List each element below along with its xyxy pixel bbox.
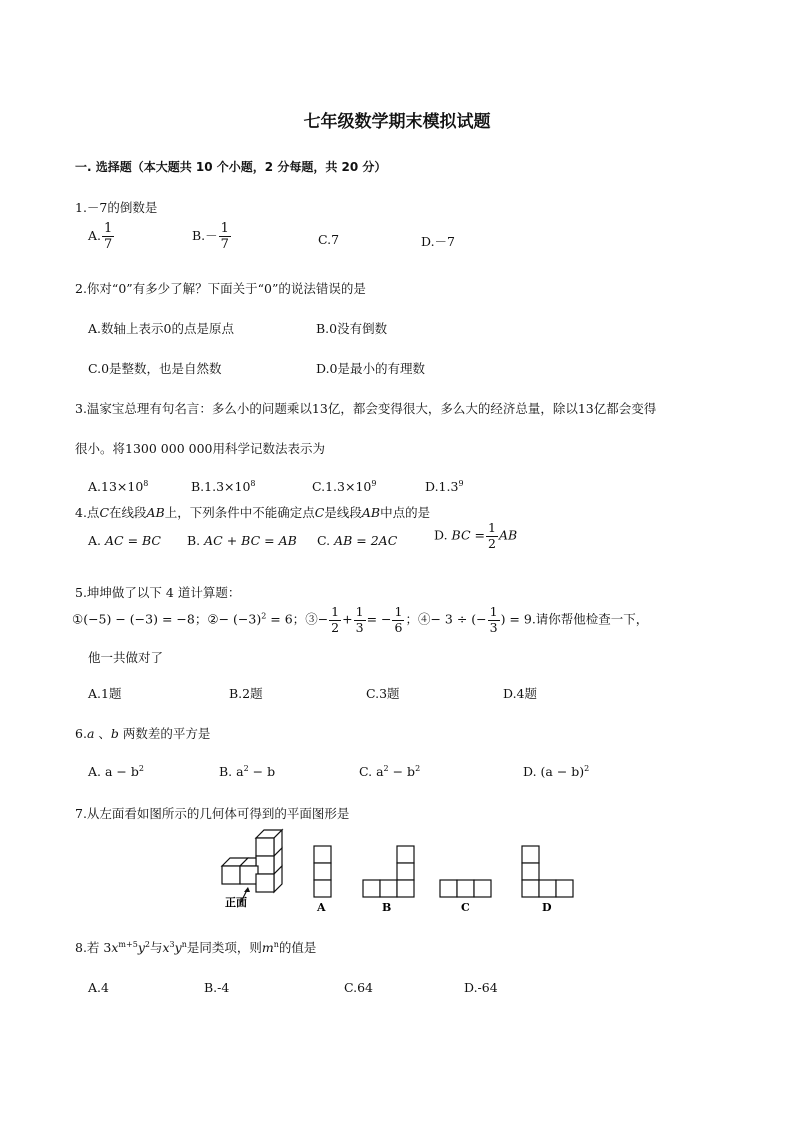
question-3-line-2: 很小。将1300 000 000用科学记数法表示为 — [75, 441, 325, 456]
q6-option-d: D. $(a - b)^2$ — [523, 764, 590, 780]
q2-option-a: A.数轴上表示0的点是原点 — [88, 321, 234, 336]
q6-option-a: A. $a - b^2$ — [88, 764, 144, 780]
section-heading: 一. 选择题（本大题共 10 个小题，2 分每题，共 20 分） — [75, 160, 387, 174]
option-d-label: D — [542, 901, 552, 914]
q1-option-b: B.－ $\frac{1}{7}$ — [192, 221, 229, 252]
page-title: 七年级数学期末模拟试题 — [303, 112, 491, 132]
option-b-label: B — [382, 901, 392, 914]
option-c-label: C — [461, 901, 470, 914]
q8-option-b: B.-4 — [204, 980, 230, 995]
q4-option-b: B. AC + BC = AB — [187, 533, 297, 548]
q8-option-d: D.-64 — [464, 980, 498, 995]
option-a-figure — [314, 846, 331, 914]
q5-option-d: D.4题 — [503, 686, 538, 701]
question-5-expressions: ①(−5) − (−3) = −8；②− $(-3)^2 = 6$；③− $\frac{1}{2}$ + $\frac{1}{3}$ = − $\frac{1}{6}$ ；④− 3 ÷ (− $\frac{1}{3}$ ) = 9.请你帮他检查一下， — [72, 604, 649, 635]
q1-option-d: D.－7 — [421, 234, 456, 249]
front-label: 正面 — [225, 896, 247, 909]
question-5-stem: 5.坤坤做了以下 4 道计算题： — [75, 585, 241, 600]
question-7-stem: 7.从左面看如图所示的几何体可得到的平面图形是 — [75, 806, 350, 821]
question-2-stem: 2.你对“0”有多少了解？下面关于“0”的说法错误的是 — [75, 281, 366, 296]
q4-option-a: A. AC = BC — [88, 533, 161, 548]
q5-option-c: C.3题 — [366, 686, 400, 701]
question-8-stem: 8.若 $3x^{m+5}y^2$与$x^3y^n$是同类项，则$m^n$的值是 — [75, 939, 317, 955]
option-a-label: A — [317, 901, 326, 914]
q1-option-a: A. $\frac{1}{7}$ — [88, 221, 113, 252]
q8-option-c: C.64 — [344, 980, 373, 995]
question-5-line-2: 他一共做对了 — [88, 650, 164, 665]
q5-option-a: A.1题 — [88, 686, 122, 701]
q4-option-c: C. AB = 2AC — [317, 533, 398, 548]
q7-figure — [210, 826, 590, 918]
solid-figure — [222, 830, 282, 909]
question-1-stem: 1.－7的倒数是 — [75, 200, 158, 215]
option-c-figure — [440, 880, 491, 914]
q6-option-c: C. $a^2 - b^2$ — [359, 764, 421, 780]
q5-option-b: B.2题 — [229, 686, 263, 701]
q2-option-c: C.0是整数，也是自然数 — [88, 361, 222, 376]
question-3-line-1: 3.温家宝总理有句名言：多么小的问题乘以13亿，都会变得很大，多么大的经济总量，除以13亿都会变得 — [75, 401, 657, 416]
q2-option-d: D.0是最小的有理数 — [316, 361, 426, 376]
q1-option-c: C.7 — [318, 232, 340, 247]
question-4-stem: 4.点C在线段AB上，下列条件中不能确定点C是线段AB中点的是 — [75, 505, 431, 520]
q3-option-c: $C.1.3\times 10^9$ — [312, 479, 377, 495]
q3-option-b: $B.1.3\times 10^8$ — [191, 479, 256, 495]
option-b-figure — [363, 846, 414, 914]
q3-option-a: $A.13\times 10^8$ — [88, 479, 149, 495]
q8-option-a: A.4 — [88, 980, 109, 995]
option-d-figure — [522, 846, 573, 914]
question-6-stem: 6.a 、b 两数差的平方是 — [75, 726, 211, 741]
q3-option-d: D.1.3$^9$ — [425, 479, 464, 495]
q6-option-b: B. $a^2 - b$ — [219, 764, 276, 780]
q2-option-b: B.0没有倒数 — [316, 321, 388, 336]
q4-option-d: D. BC = $\frac{1}{2}$ AB — [434, 520, 518, 551]
